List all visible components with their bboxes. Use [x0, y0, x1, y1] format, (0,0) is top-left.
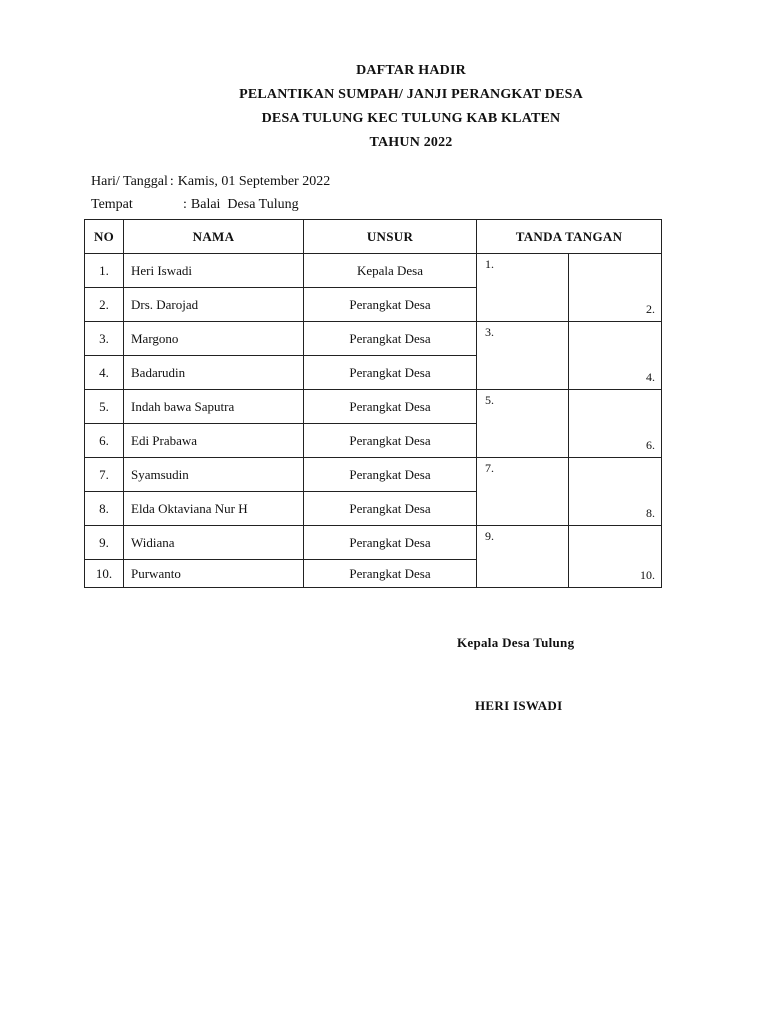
row-unsur: Perangkat Desa — [304, 458, 477, 492]
date-separator: : — [169, 174, 174, 189]
row-no: 5. — [85, 390, 124, 424]
table-row — [85, 390, 662, 424]
signature-cell-even — [569, 322, 662, 390]
header-no: NO — [85, 220, 124, 254]
signature-cell-even — [569, 254, 662, 322]
signature-number: 3. — [485, 325, 494, 339]
table-header-row — [85, 220, 662, 254]
header-unsur: UNSUR — [304, 220, 477, 254]
signature-cell-odd — [477, 322, 569, 390]
row-unsur: Perangkat Desa — [304, 322, 477, 356]
place-value: Balai Desa Tulung — [190, 197, 299, 212]
row-nama: Widiana — [124, 526, 304, 560]
signature-number: 6. — [646, 438, 655, 452]
signature-number: 5. — [485, 393, 494, 407]
row-unsur: Perangkat Desa — [304, 526, 477, 560]
header-tanda-tangan: TANDA TANGAN — [477, 220, 662, 254]
signature-number: 1. — [485, 257, 494, 271]
row-nama: Drs. Darojad — [124, 288, 304, 322]
attendance-table — [84, 219, 662, 588]
info-date-row — [91, 173, 330, 191]
place-label: Tempat — [91, 197, 133, 212]
table-row — [85, 458, 662, 492]
row-unsur: Perangkat Desa — [304, 560, 477, 588]
signature-cell-even — [569, 526, 662, 588]
signature-number: 9. — [485, 529, 494, 543]
row-nama: Purwanto — [124, 560, 304, 588]
heading-year: TAHUN 2022 — [369, 135, 453, 150]
table-row — [85, 254, 662, 288]
row-nama: Heri Iswadi — [124, 254, 304, 288]
table-row — [85, 526, 662, 560]
row-unsur: Perangkat Desa — [304, 356, 477, 390]
closing-title: Kepala Desa Tulung — [457, 635, 575, 650]
date-value: Kamis, 01 September 2022 — [177, 174, 331, 189]
row-nama: Badarudin — [124, 356, 304, 390]
heading-event: PELANTIKAN SUMPAH/ JANJI PERANGKAT DESA — [239, 87, 583, 102]
header-nama: NAMA — [124, 220, 304, 254]
row-no: 3. — [85, 322, 124, 356]
signature-number: 8. — [646, 506, 655, 520]
info-place-row — [91, 196, 299, 214]
signature-cell-odd — [477, 526, 569, 588]
document-heading — [0, 59, 768, 155]
signature-number: 4. — [646, 370, 655, 384]
row-nama: Indah bawa Saputra — [124, 390, 304, 424]
table-row — [85, 322, 662, 356]
row-unsur: Perangkat Desa — [304, 390, 477, 424]
row-nama: Edi Prabawa — [124, 424, 304, 458]
row-unsur: Perangkat Desa — [304, 424, 477, 458]
row-nama: Syamsudin — [124, 458, 304, 492]
signature-cell-even — [569, 390, 662, 458]
row-nama: Elda Oktaviana Nur H — [124, 492, 304, 526]
signature-cell-even — [569, 458, 662, 526]
row-unsur: Perangkat Desa — [304, 492, 477, 526]
row-unsur: Perangkat Desa — [304, 288, 477, 322]
row-nama: Margono — [124, 322, 304, 356]
row-no: 7. — [85, 458, 124, 492]
date-label: Hari/ Tanggal — [91, 174, 168, 189]
signature-number: 10. — [640, 568, 655, 582]
row-no: 9. — [85, 526, 124, 560]
row-no: 2. — [85, 288, 124, 322]
signature-cell-odd — [477, 458, 569, 526]
row-no: 1. — [85, 254, 124, 288]
row-no: 6. — [85, 424, 124, 458]
heading-title: DAFTAR HADIR — [356, 63, 466, 78]
signature-number: 7. — [485, 461, 494, 475]
row-unsur: Kepala Desa — [304, 254, 477, 288]
signature-cell-odd — [477, 254, 569, 322]
signature-number: 2. — [646, 302, 655, 316]
row-no: 8. — [85, 492, 124, 526]
place-separator: : — [183, 197, 187, 212]
closing-signatory-name: HERI ISWADI — [475, 698, 563, 713]
row-no: 4. — [85, 356, 124, 390]
row-no: 10. — [85, 560, 124, 588]
signature-cell-odd — [477, 390, 569, 458]
heading-location: DESA TULUNG KEC TULUNG KAB KLATEN — [261, 111, 561, 126]
